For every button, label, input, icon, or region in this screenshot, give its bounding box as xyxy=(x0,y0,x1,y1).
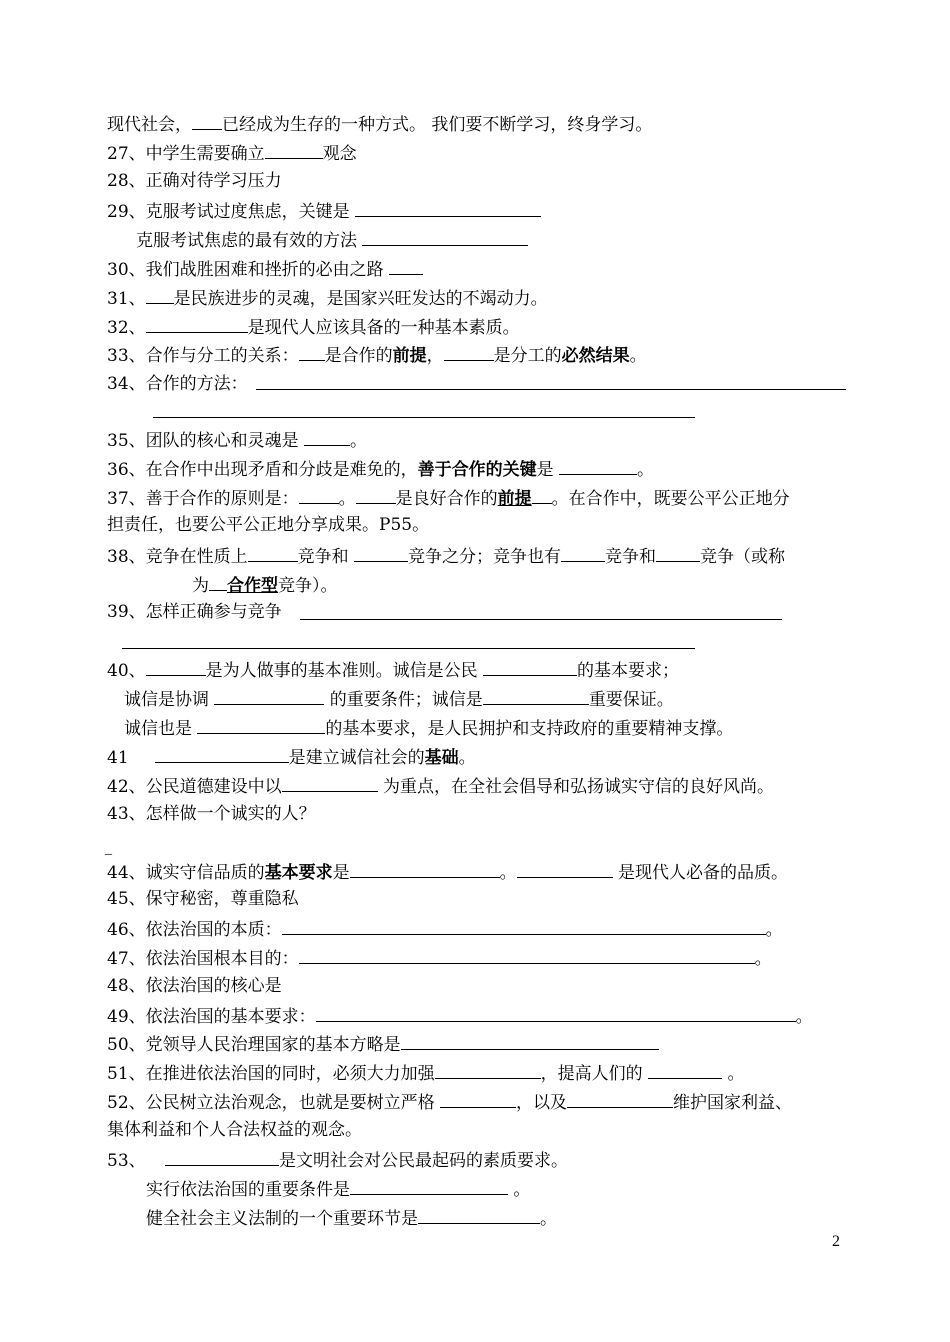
item-38-cont xyxy=(192,573,338,595)
blank xyxy=(282,774,378,792)
text: 37、善于合作的原则是： xyxy=(107,489,299,509)
text: 观念 xyxy=(322,144,357,164)
text: 的基本要求； xyxy=(577,661,680,681)
blank xyxy=(299,946,755,964)
blank xyxy=(648,1061,722,1079)
text: 竞争）。 xyxy=(278,576,338,596)
text: 53、 xyxy=(107,1151,152,1171)
text: 是现代人应该具备的一种基本素质。 xyxy=(247,318,520,338)
text: 33、合作与分工的关系： xyxy=(107,346,299,366)
text: 42、公民道德建设中以 xyxy=(107,777,282,797)
text: 是建立诚信社会的 xyxy=(288,748,425,768)
blank xyxy=(299,343,325,361)
answer-line xyxy=(122,648,695,649)
item-53-sub-1 xyxy=(146,1177,530,1199)
text: 。 xyxy=(795,1007,813,1027)
bold-text: 基本要求 xyxy=(264,863,333,883)
blank xyxy=(165,1148,279,1166)
blank xyxy=(265,141,323,159)
item-53 xyxy=(107,1148,568,1170)
item-50 xyxy=(107,1032,659,1054)
blank xyxy=(192,112,222,130)
text: 克服考试焦虑的最有效的方法 xyxy=(136,231,363,251)
text: 38、竞争在性质上 xyxy=(107,547,248,567)
item-37 xyxy=(107,486,790,508)
text: 35、团队的核心和灵魂是 xyxy=(107,431,305,451)
text: 是良好合作的 xyxy=(395,489,498,509)
text: 现代社会， xyxy=(107,115,192,135)
text: 维护国家利益、 xyxy=(673,1093,793,1113)
blank xyxy=(282,917,766,935)
item-33 xyxy=(107,343,647,365)
blank xyxy=(401,1032,659,1050)
item-28 xyxy=(107,170,282,192)
text: 。 xyxy=(499,863,517,883)
blank xyxy=(440,1090,516,1108)
blank xyxy=(561,544,605,562)
blank xyxy=(356,486,396,504)
item-41 xyxy=(107,745,476,767)
text: 集体利益和个人合法权益的观念。 xyxy=(107,1120,362,1140)
blank xyxy=(517,860,613,878)
underlined-bold-text: 前提 xyxy=(497,489,532,509)
text: 实行依法治国的重要条件是 xyxy=(146,1180,350,1200)
text: 43、怎样做一个诚实的人？ xyxy=(107,804,316,824)
blank xyxy=(146,286,174,304)
blank xyxy=(444,343,494,361)
item-51 xyxy=(107,1061,744,1083)
item-36 xyxy=(107,457,654,479)
text: 为 xyxy=(192,576,209,596)
text: 担责任，也要公平公正地分享成果。P55。 xyxy=(107,515,430,535)
text: ，提高人们的 xyxy=(540,1064,649,1084)
item-42 xyxy=(107,774,774,796)
item-31 xyxy=(107,286,548,308)
line-0 xyxy=(107,112,652,134)
item-29-sub xyxy=(136,228,528,250)
item-52-cont xyxy=(107,1119,362,1141)
text: 。 xyxy=(338,489,356,509)
text: 52、公民树立法治观念，也就是要树立严格 xyxy=(107,1093,441,1113)
blank xyxy=(418,1206,540,1224)
blank xyxy=(350,860,500,878)
text: 39、怎样正确参与竞争 xyxy=(107,602,282,622)
text: 47、依法治国根本目的： xyxy=(107,949,299,969)
text: 是合作的 xyxy=(324,346,393,366)
item-39 xyxy=(107,601,282,623)
blank xyxy=(567,1090,673,1108)
text: 46、依法治国的本质： xyxy=(107,920,282,940)
text: 的基本要求，是人民拥护和支持政府的重要精神支撑。 xyxy=(325,719,734,739)
item-40 xyxy=(107,658,679,680)
blank xyxy=(350,1177,508,1195)
blank xyxy=(656,544,700,562)
text: 30、我们战胜困难和挫折的必由之路 xyxy=(107,260,390,280)
text: 。 xyxy=(350,431,368,451)
text: 是为人做事的基本准则。诚信是公民 xyxy=(205,661,484,681)
text: 是分工的 xyxy=(493,346,562,366)
blank xyxy=(248,544,298,562)
stray-underscore: _ xyxy=(105,842,112,857)
item-49 xyxy=(107,1004,813,1026)
text: 28、正确对待学习压力 xyxy=(107,171,282,191)
blank xyxy=(214,687,324,705)
blank xyxy=(483,687,589,705)
bold-text: 必然结果 xyxy=(561,346,630,366)
item-27 xyxy=(107,141,357,163)
text: 是 xyxy=(536,460,560,480)
text: 诚信是协调 xyxy=(124,690,215,710)
text: 竞争和 xyxy=(297,547,355,567)
text: 健全社会主义法制的一个重要环节是 xyxy=(146,1209,418,1229)
text: 是民族进步的灵魂，是国家兴旺发达的不竭动力。 xyxy=(173,289,548,309)
text: 是文明社会对公民最起码的素质要求。 xyxy=(279,1151,569,1171)
text: 36、在合作中出现矛盾和分歧是难免的， xyxy=(107,460,418,480)
text: ，以及 xyxy=(516,1093,568,1113)
blank xyxy=(304,428,350,446)
blank xyxy=(483,658,577,676)
item-44 xyxy=(107,860,788,882)
text: 。在合作中，既要公平公正地分 xyxy=(551,489,790,509)
blank xyxy=(155,745,289,763)
blank xyxy=(559,457,637,475)
text: 。 xyxy=(722,1064,745,1084)
text: 40、 xyxy=(107,661,146,681)
item-30 xyxy=(107,257,423,279)
bold-text: 基础 xyxy=(424,748,459,768)
item-32 xyxy=(107,315,520,337)
item-48 xyxy=(107,975,282,997)
item-45 xyxy=(107,888,299,910)
blank xyxy=(354,544,408,562)
blank xyxy=(146,315,248,333)
item-35 xyxy=(107,428,367,450)
text: 竞争之分；竞争也有 xyxy=(408,547,562,567)
text: 45、保守秘密，尊重隐私 xyxy=(107,889,299,909)
blank xyxy=(355,199,541,217)
text: 34、合作的方法： xyxy=(107,374,248,394)
text: 。 xyxy=(637,460,655,480)
underlined-bold-text: 合作型 xyxy=(227,576,278,596)
text: 32、 xyxy=(107,318,146,338)
item-38 xyxy=(107,544,785,566)
item-40-sub-2 xyxy=(124,716,733,738)
answer-line xyxy=(256,389,846,390)
item-29 xyxy=(107,199,541,221)
text: 。 xyxy=(540,1209,557,1229)
text: 27、中学生需要确立 xyxy=(107,144,265,164)
blank xyxy=(389,257,423,275)
blank xyxy=(197,716,325,734)
blank xyxy=(362,228,528,246)
blank xyxy=(299,486,339,504)
item-53-sub-2 xyxy=(146,1206,557,1228)
item-37-cont xyxy=(107,514,429,536)
answer-line xyxy=(300,619,782,620)
text: 44、诚实守信品质的 xyxy=(107,863,265,883)
blank xyxy=(316,1004,796,1022)
text: 。 xyxy=(458,748,476,768)
bold-text: 前提 xyxy=(392,346,427,366)
page-number: 2 xyxy=(832,1233,840,1250)
text: 为重点，在全社会倡导和弘扬诚实守信的良好风尚。 xyxy=(377,777,775,797)
text: 重要保证。 xyxy=(588,690,674,710)
text: 竞争（或称 xyxy=(700,547,786,567)
text: ， xyxy=(426,346,444,366)
text: 已经成为生存的一种方式。 我们要不断学习，终身学习。 xyxy=(222,115,653,135)
item-47 xyxy=(107,946,772,968)
blank xyxy=(435,1061,541,1079)
item-43 xyxy=(107,803,316,825)
text: 。 xyxy=(765,920,783,940)
item-46 xyxy=(107,917,783,939)
text: 51、在推进依法治国的同时，必须大力加强 xyxy=(107,1064,435,1084)
blank xyxy=(532,486,552,504)
bold-text: 善于合作的关键 xyxy=(417,460,537,480)
text: 诚信也是 xyxy=(124,719,198,739)
text: 。 xyxy=(629,346,647,366)
item-52 xyxy=(107,1090,792,1112)
text: 29、克服考试过度焦虑，关键是 xyxy=(107,202,356,222)
answer-line xyxy=(153,417,695,418)
text: 48、依法治国的核心是 xyxy=(107,976,282,996)
text: 竞争和 xyxy=(605,547,657,567)
text: 。 xyxy=(754,949,772,969)
text: 50、党领导人民治理国家的基本方略是 xyxy=(107,1035,401,1055)
text: 是 xyxy=(332,863,350,883)
text: 41 xyxy=(107,748,129,768)
blank xyxy=(146,658,206,676)
item-40-sub-1 xyxy=(124,687,674,709)
text: 49、依法治国的基本要求： xyxy=(107,1007,316,1027)
text: 31、 xyxy=(107,289,146,309)
text: 的重要条件；诚信是 xyxy=(324,690,483,710)
item-34 xyxy=(107,373,248,395)
blank xyxy=(209,573,227,591)
text: 是现代人必备的品质。 xyxy=(612,863,789,883)
text: 。 xyxy=(508,1180,531,1200)
